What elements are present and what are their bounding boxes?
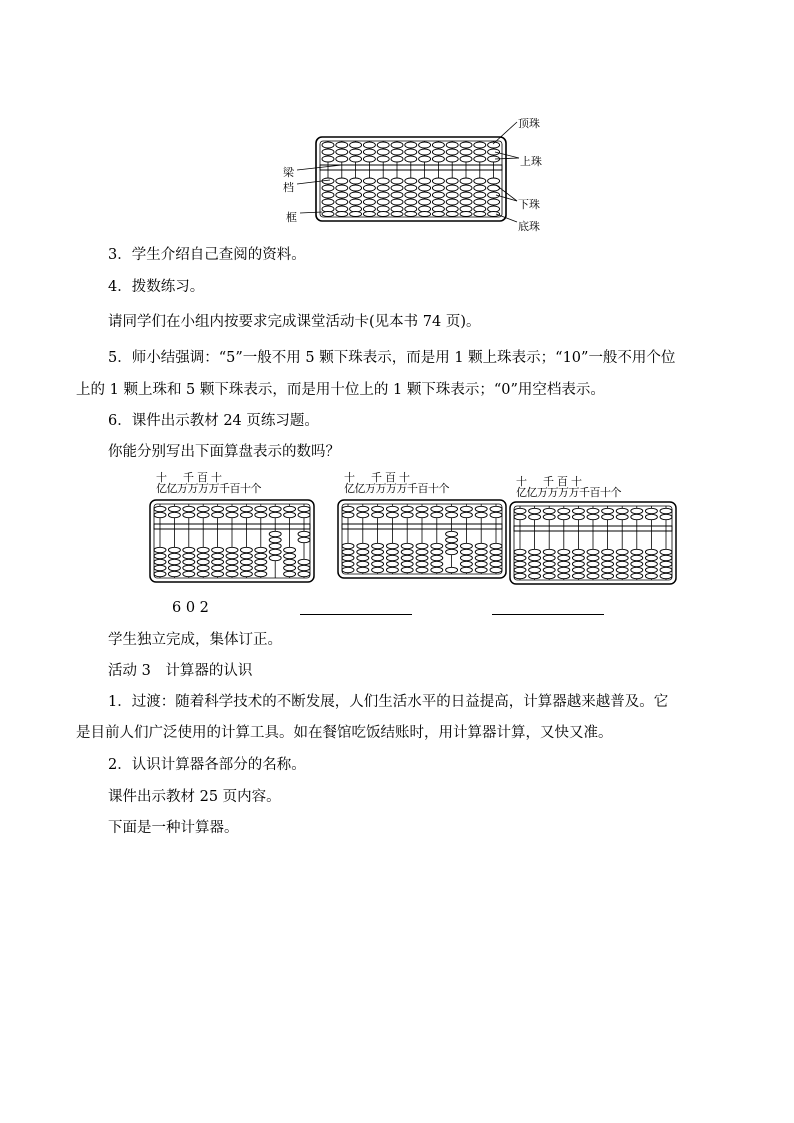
exercise-lower-bead — [602, 573, 614, 578]
paragraph-3: 3．学生介绍自己查阅的资料。 — [108, 247, 306, 263]
exercise-lower-bead — [212, 571, 224, 576]
exercise-lower-bead — [490, 549, 502, 554]
exercise-lower-bead — [183, 559, 195, 564]
exercise-upper-bead — [572, 508, 584, 513]
exercise-upper-bead — [183, 506, 195, 511]
exercise-lower-bead — [284, 553, 296, 558]
exercise-upper-bead — [168, 512, 180, 517]
place-header-1: 十 千百十 亿亿万万万万千百十个 — [156, 471, 261, 495]
exercise-lower-bead — [529, 573, 541, 578]
exercise-lower-bead — [558, 573, 570, 578]
exercise-upper-bead — [431, 512, 443, 517]
exercise-lower-bead — [212, 547, 224, 552]
exercise-upper-bead — [558, 508, 570, 513]
answer-2-blank[interactable] — [300, 614, 412, 615]
exercise-lower-bead — [416, 567, 428, 572]
exercise-lower-bead — [372, 567, 384, 572]
exercise-lower-bead — [255, 571, 267, 576]
exercise-upper-bead — [240, 512, 252, 517]
exercise-upper-bead — [298, 506, 310, 511]
exercise-upper-bead — [226, 512, 238, 517]
exercise-upper-bead — [226, 506, 238, 511]
exercise-lower-bead — [514, 555, 526, 560]
answer-3-blank[interactable] — [492, 614, 604, 615]
exercise-upper-bead — [431, 506, 443, 511]
exercise-lower-bead — [168, 547, 180, 552]
exercise-lower-bead — [645, 567, 657, 572]
question: 你能分别写出下面算盘表示的数吗？ — [108, 444, 340, 460]
exercise-lower-bead — [475, 561, 487, 566]
exercise-lower-bead — [401, 555, 413, 560]
exercise-lower-bead — [255, 565, 267, 570]
exercise-lower-bead — [197, 565, 209, 570]
exercise-lower-bead — [386, 567, 398, 572]
exercise-lower-bead — [490, 543, 502, 548]
exercise-lower-bead — [587, 567, 599, 572]
exercise-lower-bead — [475, 543, 487, 548]
exercise-lower-bead — [514, 573, 526, 578]
exercise-lower-bead — [416, 555, 428, 560]
exercise-lower-bead — [401, 549, 413, 554]
activity-3-title: 活动 3 计算器的认识 — [108, 663, 253, 679]
exercise-lower-bead — [226, 565, 238, 570]
exercise-upper-bead — [372, 506, 384, 511]
exercise-upper-bead — [212, 506, 224, 511]
exercise-lower-bead — [168, 559, 180, 564]
paragraph-5-line-1: 5．师小结强调：“5”一般不用 5 颗下珠表示，而是用 1 颗上珠表示；“10”一般不用个位 — [108, 350, 676, 366]
exercise-lower-bead — [357, 549, 369, 554]
exercise-upper-bead — [446, 512, 458, 517]
exercise-lower-bead — [558, 555, 570, 560]
exercise-upper-bead — [154, 506, 166, 511]
exercise-upper-bead — [460, 506, 472, 511]
exercise-lower-bead — [660, 561, 672, 566]
exercise-lower-bead — [372, 555, 384, 560]
exercise-lower-bead — [543, 549, 555, 554]
exercise-upper-bead — [490, 512, 502, 517]
exercise-lower-bead — [460, 561, 472, 566]
exercise-lower-bead — [543, 555, 555, 560]
exercise-lower-bead — [197, 547, 209, 552]
exercise-lower-bead — [490, 561, 502, 566]
exercise-upper-bead — [631, 508, 643, 513]
exercise-upper-bead — [357, 512, 369, 517]
exercise-lower-bead — [183, 547, 195, 552]
exercise-lower-bead — [616, 549, 628, 554]
exercise-lower-bead — [386, 555, 398, 560]
exercise-lower-bead — [154, 547, 166, 552]
exercise-lower-bead — [446, 537, 458, 542]
exercise-lower-bead — [154, 565, 166, 570]
exercise-lower-bead — [431, 543, 443, 548]
exercise-lower-bead — [342, 561, 354, 566]
exercise-lower-bead — [154, 559, 166, 564]
exercise-lower-bead — [401, 567, 413, 572]
exercise-upper-bead — [660, 514, 672, 519]
exercise-lower-bead — [372, 549, 384, 554]
label-top-bead: 顶珠 — [518, 117, 540, 130]
exercise-upper-bead — [386, 506, 398, 511]
exercise-lower-bead — [416, 561, 428, 566]
exercise-lower-bead — [212, 559, 224, 564]
exercise-upper-bead — [631, 514, 643, 519]
exercise-lower-bead — [357, 561, 369, 566]
exercise-lower-bead — [269, 537, 281, 542]
exercise-lower-bead — [631, 549, 643, 554]
exercise-upper-bead — [416, 512, 428, 517]
exercise-lower-bead — [197, 559, 209, 564]
exercise-lower-bead — [631, 567, 643, 572]
place-header-2: 十 千百十 亿亿万万万万千百十个 — [344, 471, 449, 495]
exercise-upper-bead — [460, 512, 472, 517]
exercise-lower-bead — [602, 555, 614, 560]
paragraph-6: 6．课件出示教材 24 页练习题。 — [108, 413, 319, 429]
exercise-lower-bead — [460, 549, 472, 554]
exercise-lower-bead — [446, 549, 458, 554]
exercise-lower-bead — [543, 573, 555, 578]
exercise-upper-bead — [269, 512, 281, 517]
exercise-lower-bead — [572, 555, 584, 560]
exercise-upper-bead — [255, 512, 267, 517]
exercise-upper-bead — [475, 512, 487, 517]
exercise-lower-bead — [269, 549, 281, 554]
exercise-lower-bead — [357, 555, 369, 560]
exercise-upper-bead — [514, 514, 526, 519]
paragraph-courseware: 课件出示教材 25 页内容。 — [108, 789, 281, 805]
exercise-lower-bead — [475, 555, 487, 560]
exercise-lower-bead — [446, 531, 458, 536]
exercise-lower-bead — [284, 559, 296, 564]
exercise-upper-bead — [543, 514, 555, 519]
exercise-upper-bead — [255, 506, 267, 511]
exercise-upper-bead — [602, 514, 614, 519]
exercise-lower-bead — [240, 547, 252, 552]
exercise-lower-bead — [298, 571, 310, 576]
exercise-lower-bead — [587, 573, 599, 578]
exercise-upper-bead — [558, 514, 570, 519]
exercise-lower-bead — [490, 555, 502, 560]
exercise-lower-bead — [168, 553, 180, 558]
exercise-lower-bead — [572, 573, 584, 578]
paragraph-independent: 学生独立完成，集体订正。 — [108, 632, 282, 648]
exercise-upper-bead — [284, 512, 296, 517]
exercise-upper-bead — [529, 514, 541, 519]
exercise-upper-bead — [284, 506, 296, 511]
exercise-lower-bead — [660, 549, 672, 554]
exercise-lower-bead — [514, 567, 526, 572]
exercise-upper-bead — [514, 508, 526, 513]
exercise-upper-bead — [446, 506, 458, 511]
exercise-lower-bead — [416, 543, 428, 548]
exercise-upper-bead — [240, 506, 252, 511]
exercise-lower-bead — [226, 571, 238, 576]
exercise-lower-bead — [660, 555, 672, 560]
exercise-lower-bead — [183, 553, 195, 558]
exercise-lower-bead — [514, 561, 526, 566]
exercise-lower-bead — [645, 573, 657, 578]
exercise-upper-bead — [529, 508, 541, 513]
exercise-lower-bead — [431, 555, 443, 560]
label-beam: 梁 — [283, 166, 294, 179]
exercise-lower-bead — [431, 567, 443, 572]
exercise-lower-bead — [226, 547, 238, 552]
exercise-lower-bead — [543, 561, 555, 566]
exercise-lower-bead — [558, 567, 570, 572]
exercise-lower-bead — [298, 537, 310, 542]
exercise-lower-bead — [587, 555, 599, 560]
exercise-lower-bead — [401, 543, 413, 548]
exercise-lower-bead — [475, 549, 487, 554]
paragraph-1-line-2: 是目前人们广泛使用的计算工具。如在餐馆吃饭结账时，用计算器计算，又快又准。 — [76, 725, 613, 741]
exercise-lower-bead — [212, 553, 224, 558]
exercise-upper-bead — [183, 512, 195, 517]
exercise-lower-bead — [460, 567, 472, 572]
exercise-upper-bead — [416, 506, 428, 511]
exercise-lower-bead — [460, 543, 472, 548]
exercise-lower-bead — [212, 565, 224, 570]
paragraph-2: 2．认识计算器各部分的名称。 — [108, 757, 306, 773]
answer-1: 6 0 2 — [172, 600, 209, 616]
exercise-lower-bead — [226, 553, 238, 558]
exercise-lower-bead — [460, 555, 472, 560]
exercise-upper-bead — [616, 514, 628, 519]
label-bottom-bead: 底珠 — [518, 220, 540, 233]
paragraph-activity-card: 请同学们在小组内按要求完成课堂活动卡(见本书 74 页)。 — [108, 314, 481, 330]
exercise-lower-bead — [446, 567, 458, 572]
exercise-lower-bead — [298, 531, 310, 536]
exercise-lower-bead — [240, 565, 252, 570]
exercise-lower-bead — [645, 555, 657, 560]
exercise-lower-bead — [602, 561, 614, 566]
exercise-lower-bead — [255, 553, 267, 558]
exercise-lower-bead — [543, 567, 555, 572]
exercise-upper-bead — [587, 508, 599, 513]
exercise-lower-bead — [386, 549, 398, 554]
exercise-lower-bead — [357, 567, 369, 572]
exercise-upper-bead — [401, 506, 413, 511]
paragraph-5-line-2: 上的 1 颗上珠和 5 颗下珠表示，而是用十位上的 1 颗下珠表示；“0”用空档表示。 — [76, 382, 605, 398]
exercise-upper-bead — [386, 512, 398, 517]
exercise-lower-bead — [645, 561, 657, 566]
exercise-lower-bead — [240, 559, 252, 564]
exercise-lower-bead — [197, 553, 209, 558]
exercise-lower-bead — [558, 549, 570, 554]
paragraph-calculator: 下面是一种计算器。 — [108, 820, 239, 836]
exercise-lower-bead — [660, 573, 672, 578]
exercise-upper-bead — [197, 506, 209, 511]
label-frame: 框 — [286, 211, 297, 224]
exercise-lower-bead — [645, 549, 657, 554]
exercise-lower-bead — [342, 555, 354, 560]
exercise-lower-bead — [342, 549, 354, 554]
exercise-upper-bead — [645, 514, 657, 519]
exercise-lower-bead — [490, 567, 502, 572]
exercise-lower-bead — [284, 571, 296, 576]
exercise-lower-bead — [240, 571, 252, 576]
exercise-lower-bead — [372, 543, 384, 548]
exercise-lower-bead — [587, 561, 599, 566]
exercise-upper-bead — [357, 506, 369, 511]
exercise-lower-bead — [255, 547, 267, 552]
exercise-upper-bead — [660, 508, 672, 513]
exercise-lower-bead — [602, 549, 614, 554]
exercise-upper-bead — [572, 514, 584, 519]
exercise-lower-bead — [284, 565, 296, 570]
exercise-lower-bead — [269, 531, 281, 536]
exercise-lower-bead — [226, 559, 238, 564]
exercise-lower-bead — [602, 567, 614, 572]
exercise-upper-bead — [372, 512, 384, 517]
exercise-lower-bead — [431, 561, 443, 566]
exercise-lower-bead — [616, 555, 628, 560]
exercise-lower-bead — [386, 543, 398, 548]
exercise-lower-bead — [529, 555, 541, 560]
exercise-lower-bead — [572, 561, 584, 566]
paragraph-1-line-1: 1．过渡：随着科学技术的不断发展，人们生活水平的日益提高，计算器越来越普及。它 — [108, 694, 669, 710]
exercise-lower-bead — [197, 571, 209, 576]
exercise-lower-bead — [183, 565, 195, 570]
exercise-upper-bead — [269, 506, 281, 511]
exercise-lower-bead — [572, 549, 584, 554]
exercise-lower-bead — [616, 573, 628, 578]
exercise-upper-bead — [168, 506, 180, 511]
place-header-3: 十 千百十 亿亿万万万万千百十个 — [516, 475, 621, 499]
exercise-lower-bead — [558, 561, 570, 566]
exercise-lower-bead — [529, 567, 541, 572]
exercise-lower-bead — [660, 567, 672, 572]
exercise-lower-bead — [572, 567, 584, 572]
exercise-lower-bead — [357, 543, 369, 548]
paragraph-4: 4．拨数练习。 — [108, 279, 205, 295]
exercise-upper-bead — [342, 506, 354, 511]
exercise-upper-bead — [154, 512, 166, 517]
label-lower-bead: 下珠 — [518, 198, 540, 211]
exercise-lower-bead — [298, 559, 310, 564]
exercise-lower-bead — [616, 567, 628, 572]
exercise-lower-bead — [342, 567, 354, 572]
exercise-lower-bead — [416, 549, 428, 554]
exercise-lower-bead — [514, 549, 526, 554]
exercise-upper-bead — [587, 514, 599, 519]
label-rod: 档 — [283, 181, 294, 194]
exercise-lower-bead — [631, 561, 643, 566]
exercise-lower-bead — [529, 549, 541, 554]
exercise-lower-bead — [269, 543, 281, 548]
exercise-lower-bead — [616, 561, 628, 566]
exercise-lower-bead — [446, 543, 458, 548]
exercise-upper-bead — [543, 508, 555, 513]
exercise-lower-bead — [168, 565, 180, 570]
exercise-upper-bead — [616, 508, 628, 513]
exercise-lower-bead — [631, 555, 643, 560]
exercise-upper-bead — [197, 512, 209, 517]
exercise-lower-bead — [587, 549, 599, 554]
exercise-lower-bead — [255, 559, 267, 564]
exercise-upper-bead — [298, 512, 310, 517]
exercise-lower-bead — [475, 567, 487, 572]
exercise-upper-bead — [475, 506, 487, 511]
exercise-lower-bead — [631, 573, 643, 578]
exercise-upper-bead — [342, 512, 354, 517]
exercise-lower-bead — [342, 543, 354, 548]
exercise-lower-bead — [240, 553, 252, 558]
exercise-upper-bead — [401, 512, 413, 517]
exercise-lower-bead — [284, 547, 296, 552]
exercise-upper-bead — [645, 508, 657, 513]
exercise-lower-bead — [529, 561, 541, 566]
exercise-upper-bead — [490, 506, 502, 511]
exercise-lower-bead — [298, 565, 310, 570]
exercise-lower-bead — [154, 553, 166, 558]
exercise-lower-bead — [401, 561, 413, 566]
exercise-lower-bead — [183, 571, 195, 576]
exercise-upper-bead — [212, 512, 224, 517]
exercise-lower-bead — [168, 571, 180, 576]
exercise-upper-bead — [602, 508, 614, 513]
exercise-lower-bead — [372, 561, 384, 566]
exercise-lower-bead — [386, 561, 398, 566]
exercise-lower-bead — [154, 571, 166, 576]
exercise-lower-bead — [269, 555, 281, 560]
exercise-lower-bead — [431, 549, 443, 554]
label-upper-bead: 上珠 — [520, 155, 542, 168]
